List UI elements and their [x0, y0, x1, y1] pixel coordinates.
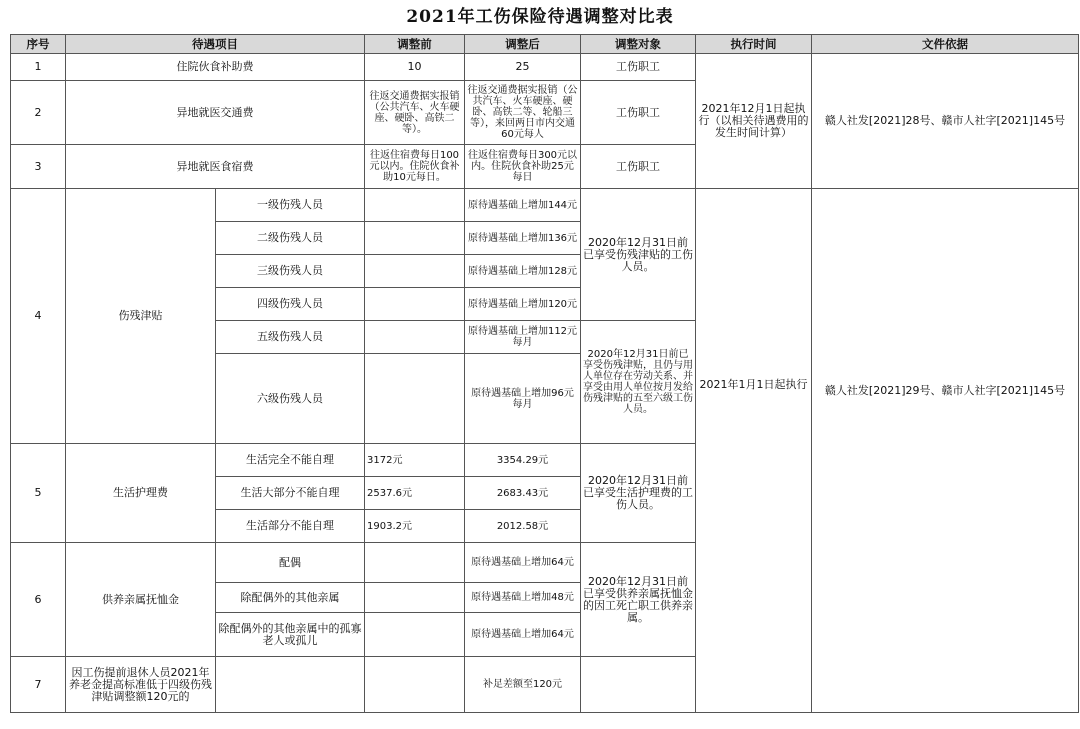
row-after: 2012.58元: [465, 510, 581, 543]
sub-item: 配偶: [216, 543, 365, 583]
row-before: [365, 543, 465, 583]
row-item: 因工伤提前退休人员2021年养老金提高标准低于四级伤残津贴调整额120元的: [66, 657, 216, 713]
row-target: 2020年12月31日前已享受伤残津贴，且仍与用人单位存在劳动关系、并享受由用人单位按月发给伤残津贴的五至六级工伤人员。: [581, 321, 696, 444]
row-before: 往返交通费据实报销（公共汽车、火车硬座、硬卧、高铁二等）。: [365, 81, 465, 145]
row-before: 1903.2元: [365, 510, 465, 543]
row-after: 3354.29元: [465, 444, 581, 477]
row-item: 伤残津贴: [66, 189, 216, 444]
row-before: 往返住宿费每日100元以内。住院伙食补助10元每日。: [365, 145, 465, 189]
row-after: 原待遇基础上增加144元: [465, 189, 581, 222]
sub-item: 生活完全不能自理: [216, 444, 365, 477]
row-before: [365, 255, 465, 288]
row-after: 原待遇基础上增加48元: [465, 583, 581, 613]
row-target: 2020年12月31日前已享受生活护理费的工伤人员。: [581, 444, 696, 543]
row-before: [365, 613, 465, 657]
header-before: 调整前: [365, 35, 465, 54]
row-after: 原待遇基础上增加112元每月: [465, 321, 581, 354]
row-after: 原待遇基础上增加128元: [465, 255, 581, 288]
row-after: 25: [465, 54, 581, 81]
sub-item: 四级伤残人员: [216, 288, 365, 321]
row-before: [365, 354, 465, 444]
row-no: 1: [11, 54, 66, 81]
row-no: 6: [11, 543, 66, 657]
row-before: [365, 222, 465, 255]
row-before: [365, 288, 465, 321]
row-after: 原待遇基础上增加64元: [465, 613, 581, 657]
sub-item: 一级伤残人员: [216, 189, 365, 222]
row-item: 住院伙食补助费: [66, 54, 365, 81]
row-after: 原待遇基础上增加136元: [465, 222, 581, 255]
row-target: 工伤职工: [581, 54, 696, 81]
row-before: [365, 189, 465, 222]
row-before: 3172元: [365, 444, 465, 477]
header-no: 序号: [11, 35, 66, 54]
header-row: [11, 35, 1079, 54]
row-item: 异地就医食宿费: [66, 145, 365, 189]
row-before: [365, 583, 465, 613]
sub-item: [216, 657, 365, 713]
row-after: 补足差额至120元: [465, 657, 581, 713]
header-target: 调整对象: [581, 35, 696, 54]
table-row: [11, 54, 1079, 81]
sub-item: 五级伤残人员: [216, 321, 365, 354]
sub-item: 生活大部分不能自理: [216, 477, 365, 510]
row-after: 2683.43元: [465, 477, 581, 510]
row-after: 往返交通费据实报销（公共汽车、火车硬座、硬卧、高铁二等、轮船三等），来回两日市内交通60元每人: [465, 81, 581, 145]
row-item: 供养亲属抚恤金: [66, 543, 216, 657]
row-target: 工伤职工: [581, 81, 696, 145]
row-target: 工伤职工: [581, 145, 696, 189]
row-target: 2020年12月31日前已享受伤残津贴的工伤人员。: [581, 189, 696, 321]
exec-time-a: 2021年12月1日起执行（以相关待遇费用的发生时间计算）: [696, 54, 812, 189]
exec-time-b: 2021年1月1日起执行: [696, 189, 812, 713]
sub-item: 二级伤残人员: [216, 222, 365, 255]
sub-item: 除配偶外的其他亲属中的孤寡老人或孤儿: [216, 613, 365, 657]
header-doc-basis: 文件依据: [812, 35, 1079, 54]
row-no: 4: [11, 189, 66, 444]
header-item: 待遇项目: [66, 35, 365, 54]
row-before: [365, 657, 465, 713]
row-after: 原待遇基础上增加120元: [465, 288, 581, 321]
sub-item: 六级伤残人员: [216, 354, 365, 444]
row-target: [581, 657, 696, 713]
row-no: 5: [11, 444, 66, 543]
header-after: 调整后: [465, 35, 581, 54]
sub-item: 生活部分不能自理: [216, 510, 365, 543]
comparison-table: [10, 34, 1079, 713]
row-no: 3: [11, 145, 66, 189]
page-title: 2021年工伤保险待遇调整对比表: [406, 7, 674, 27]
doc-basis-b: 赣人社发[2021]29号、赣市人社字[2021]145号: [812, 189, 1079, 713]
row-no: 7: [11, 657, 66, 713]
sub-item: 除配偶外的其他亲属: [216, 583, 365, 613]
row-before: 10: [365, 54, 465, 81]
row-no: 2: [11, 81, 66, 145]
row-target: 2020年12月31日前已享受供养亲属抚恤金的因工死亡职工供养亲属。: [581, 543, 696, 657]
table-row: [11, 189, 1079, 222]
row-after: 往返住宿费每日300元以内。住院伙食补助25元每日: [465, 145, 581, 189]
sub-item: 三级伤残人员: [216, 255, 365, 288]
row-item: 生活护理费: [66, 444, 216, 543]
row-before: [365, 321, 465, 354]
row-item: 异地就医交通费: [66, 81, 365, 145]
doc-basis-a: 赣人社发[2021]28号、赣市人社字[2021]145号: [812, 54, 1079, 189]
header-exec-time: 执行时间: [696, 35, 812, 54]
row-after: 原待遇基础上增加96元每月: [465, 354, 581, 444]
row-before: 2537.6元: [365, 477, 465, 510]
row-after: 原待遇基础上增加64元: [465, 543, 581, 583]
